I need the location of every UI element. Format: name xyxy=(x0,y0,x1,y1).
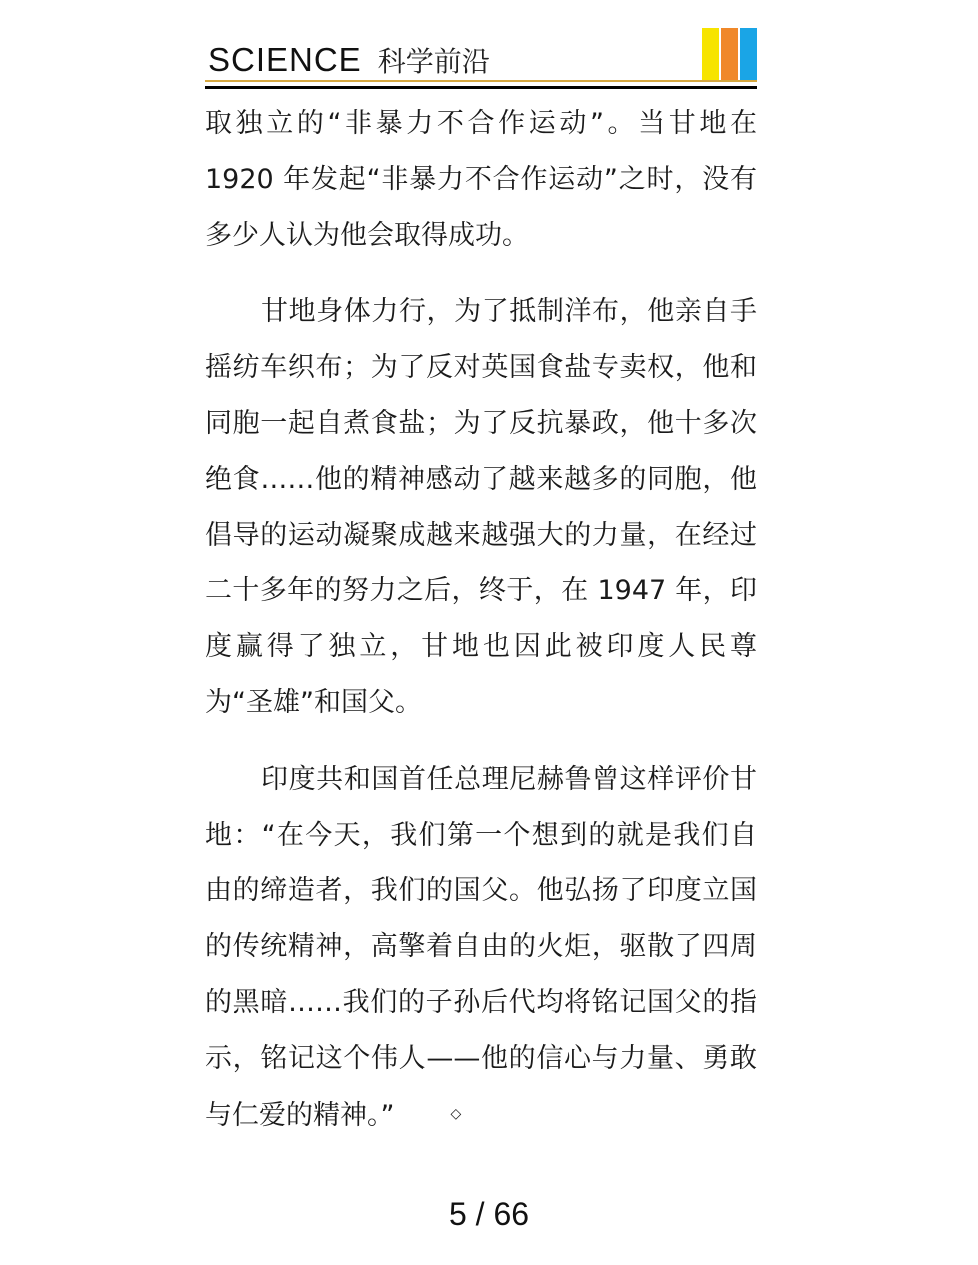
article-body xyxy=(205,96,757,1143)
header-black-rule xyxy=(205,86,757,89)
page-indicator: 5 / 66 xyxy=(448,1196,530,1232)
header-gold-rule xyxy=(205,80,757,82)
yellow-bar xyxy=(702,28,719,80)
page-header xyxy=(205,28,757,90)
header-color-bars xyxy=(702,28,757,80)
paragraph-2: 甘地身体力行，为了抵制洋布，他亲自手摇纺车织布；为了反对英国食盐专卖权，他和同胞一起自煮食盐；为了反抗暴政，他十多次绝食……他的精神感动了越来越多的同胞，他倡导的运动凝聚成越来越强大的力量，在经过二十多年的努力之后，终于，在 1947 年，印度赢得了独立，甘地也因此被印度人民尊为“圣雄”和国父。 xyxy=(205,296,757,718)
header-title xyxy=(208,40,490,80)
section-subtitle: 科学前沿 xyxy=(377,45,490,78)
paragraph-3 xyxy=(205,752,757,1144)
orange-bar xyxy=(721,28,738,80)
brand-name: SCIENCE xyxy=(208,41,362,78)
end-mark-icon: ◇ xyxy=(450,1105,462,1122)
blue-bar xyxy=(740,28,757,80)
paragraph-3-text: 印度共和国首任总理尼赫鲁曾这样评价甘地：“在今天，我们第一个想到的就是我们自由的缔造者，我们的国父。他弘扬了印度立国的传统精神，高擎着自由的火炬，驱散了四周的黑暗……我们的子孙后代均将铭记国父的指示，铭记这个伟人——他的信心与力量、勇敢与仁爱的精神。” xyxy=(205,763,757,1131)
paragraph-1: 取独立的“非暴力不合作运动”。当甘地在1920 年发起“非暴力不合作运动”之时，没有多少人认为他会取得成功。 xyxy=(205,108,757,251)
